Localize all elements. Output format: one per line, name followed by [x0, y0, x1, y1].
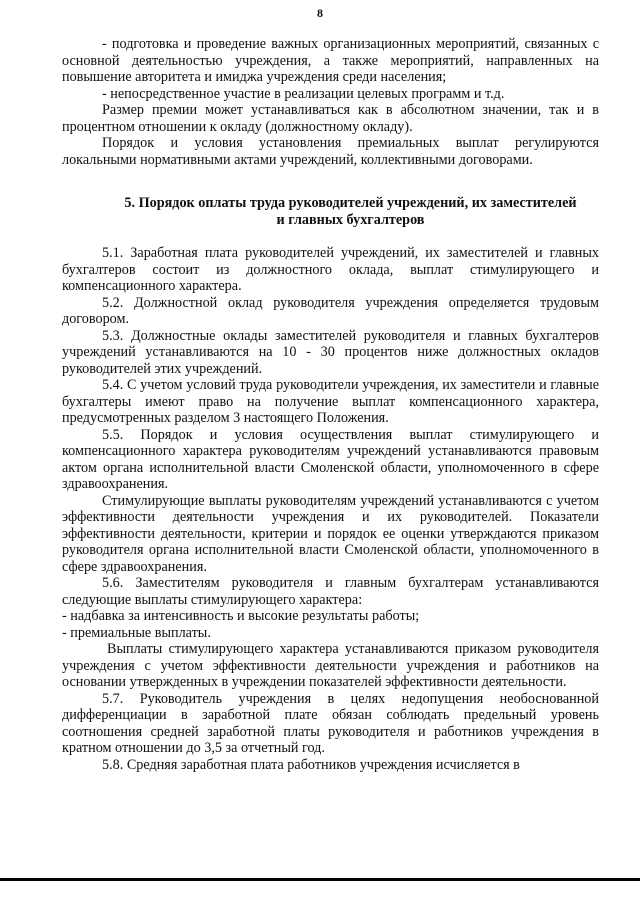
- paragraph: 5.1. Заработная плата руководителей учреждений, их заместителей и главных бухгалтеров состоит из должностного оклада, выплат стимулирующего и компенсационного характера.: [62, 245, 599, 294]
- paragraph: 5.4. С учетом условий труда руководители учреждения, их заместители и главные бухгалтеры имеют право на получение выплат компенсационного характера, предусмотренных разделом 3 настоящего Положения.: [62, 377, 599, 426]
- paragraph: 5.5. Порядок и условия осуществления выплат стимулирующего и компенсационного характера руководителям учреждений устанавливаются правовым актом органа исполнительной власти Смоленской области, уполномоченного в сфере здравоохранения.: [62, 426, 599, 492]
- page-number: 8: [317, 6, 323, 20]
- list-item: - премиальные выплаты.: [62, 624, 211, 641]
- paragraph: 5.8. Средняя заработная плата работников учреждения исчисляется в: [102, 756, 520, 773]
- paragraph: Стимулирующие выплаты руководителям учреждений устанавливаются с учетом эффективности деятельности учреждения и их руководителей. Показатели эффективности деятельности, критерии и порядок ее оценки утверждаются приказом руководителя органа исполнительной власти Смоленской области, уполномоченного в сфере здравоохранения.: [62, 492, 599, 575]
- paragraph: 5.2. Должностной оклад руководителя учреждения определяется трудовым договором.: [62, 294, 599, 327]
- section-heading-line-1: 5. Порядок оплаты труда руководителей учреждений, их заместителей: [124, 195, 577, 211]
- section-heading: [62, 195, 599, 228]
- paragraph: 5.3. Должностные оклады заместителей руководителя и главных бухгалтеров учреждений устанавливаются на 10 - 30 процентов ниже должностных окладов руководителей этих учреждений.: [62, 327, 599, 377]
- paragraph: Порядок и условия установления премиальных выплат регулируются локальными нормативными актами учреждений, коллективными договорами.: [62, 135, 599, 168]
- paragraph: 5.6. Заместителям руководителя и главным бухгалтерам устанавливаются следующие выплаты стимулирующего характера:: [62, 575, 599, 608]
- bottom-divider: [0, 878, 640, 881]
- document-body: [62, 36, 599, 773]
- list-item: - подготовка и проведение важных организационных мероприятий, связанных с основной деятельностью учреждения, а также мероприятий, направленных на повышение авторитета и имиджа учреждения среди населения;: [62, 36, 599, 85]
- paragraph: Размер премии может устанавливаться как в абсолютном значении, так и в процентном отношении к окладу (должностному окладу).: [62, 102, 599, 135]
- section-heading-line-2: и главных бухгалтеров: [276, 211, 425, 228]
- paragraph: 5.7. Руководитель учреждения в целях недопущения необоснованной дифференциации в заработной плате обязан соблюдать предельный уровень соотношения средней заработной платы руководителя и работников учреждения в кратном отношении до 3,5 за отчетный год.: [62, 690, 599, 756]
- list-item: - надбавка за интенсивность и высокие результаты работы;: [62, 608, 420, 624]
- paragraph: Выплаты стимулирующего характера устанавливаются приказом руководителя учреждения с учетом эффективности деятельности учреждения и работников на основании утвержденных в учреждении показателей эффективности деятельности.: [62, 641, 599, 690]
- list-item: - непосредственное участие в реализации целевых программ и т.д.: [102, 85, 505, 102]
